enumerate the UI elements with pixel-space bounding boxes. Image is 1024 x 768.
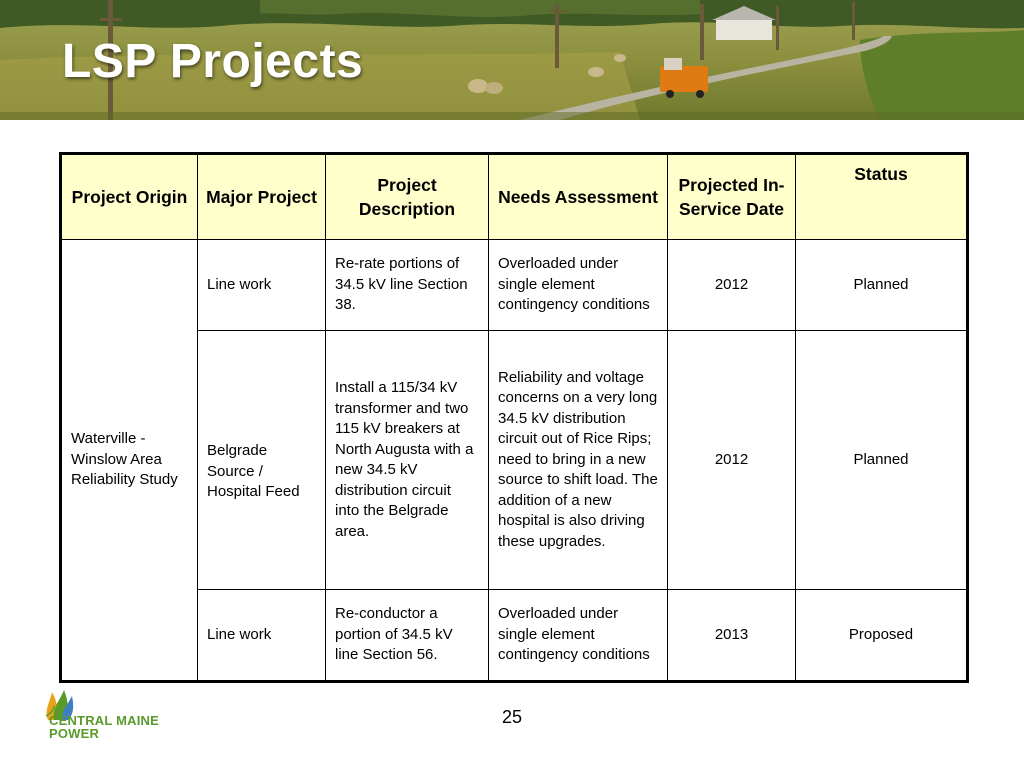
needs-assessment-cell: Reliability and voltage concerns on a very long 34.5 kV distribution circuit out of Rice Rips; need to bring in a new source to shift load. The addition of a new hospital is also driving these upgrades.	[489, 331, 668, 590]
logo-line1: CENTRAL MAINE	[49, 713, 159, 728]
table-row	[61, 331, 968, 590]
header-major-project: Major Project	[198, 154, 326, 240]
status-cell: Planned	[796, 240, 968, 331]
major-project-cell: Line work	[198, 590, 326, 682]
header-needs-assessment: Needs Assessment	[489, 154, 668, 240]
description-cell: Install a 115/34 kV transformer and two 115 kV breakers at North Augusta with a new 34.5 kV distribution circuit into the Belgrade area.	[326, 331, 489, 590]
in-service-date-cell: 2012	[668, 240, 796, 331]
in-service-date-cell: 2012	[668, 331, 796, 590]
description-cell: Re-conductor a portion of 34.5 kV line Section 56.	[326, 590, 489, 682]
major-project-cell: Line work	[198, 240, 326, 331]
logo-line2: POWER	[49, 726, 100, 741]
description-cell: Re-rate portions of 34.5 kV line Section 38.	[326, 240, 489, 331]
header-project-origin: Project Origin	[61, 154, 198, 240]
in-service-date-cell: 2013	[668, 590, 796, 682]
needs-assessment-cell: Overloaded under single element contingency conditions	[489, 590, 668, 682]
header-in-service-date: Projected In-Service Date	[668, 154, 796, 240]
page-number: 25	[501, 707, 523, 727]
status-cell: Proposed	[796, 590, 968, 682]
lsp-projects-table	[59, 152, 969, 683]
table-header-row	[61, 154, 968, 240]
table-row	[61, 590, 968, 682]
header-status: Status	[796, 154, 968, 240]
slide-title: LSP Projects	[62, 35, 364, 88]
needs-assessment-cell: Overloaded under single element contingency conditions	[489, 240, 668, 331]
major-project-cell: Belgrade Source / Hospital Feed	[198, 331, 326, 590]
table-row	[61, 240, 968, 331]
status-cell: Planned	[796, 331, 968, 590]
header-project-description: Project Description	[326, 154, 489, 240]
project-origin-cell: Waterville - Winslow Area Reliability Study	[61, 240, 198, 682]
